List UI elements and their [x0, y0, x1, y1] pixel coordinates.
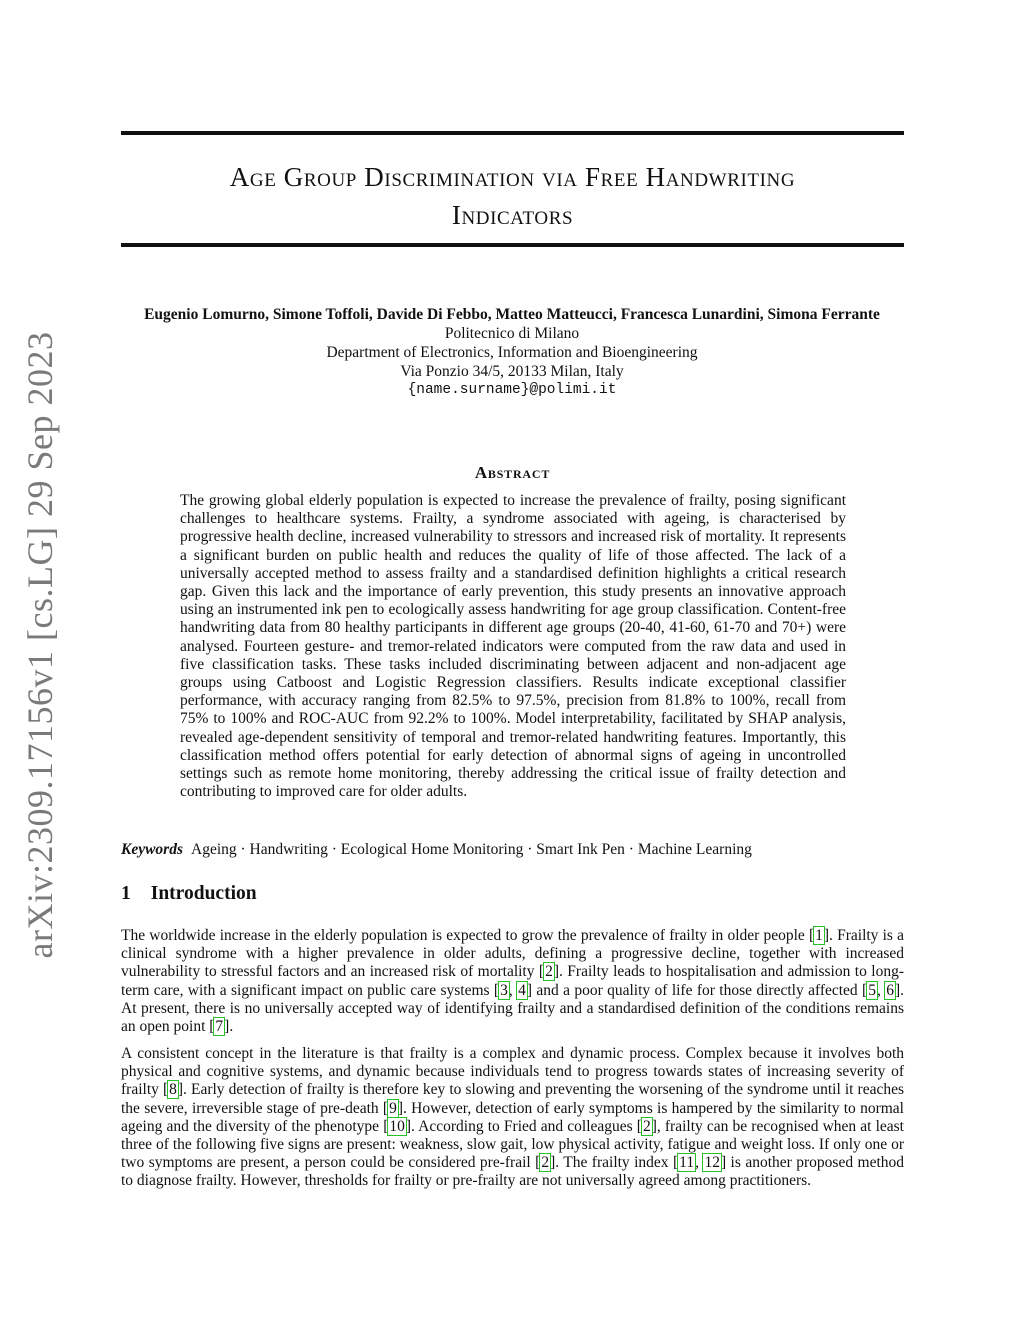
affiliation: Politecnico di Milano — [444, 325, 580, 342]
citation-link[interactable]: 3 — [500, 981, 508, 999]
text-span: , — [695, 1154, 704, 1172]
text-span: ]. The frailty index [ — [550, 1154, 679, 1172]
citation-link[interactable]: 1 — [815, 927, 823, 944]
text-span: ] is another proposed method to diagnose frailty. However, thresholds for frailty or pre-frailty are not universally agreed among practitioners. — [121, 1154, 905, 1190]
text-span: ]. According to Fried and colleagues [ — [405, 1117, 642, 1135]
citation-link[interactable]: 12 — [704, 1154, 720, 1172]
text-span: ], frailty can be recognised when at least three of the following five signs are present: weakness, slow gait, low physical activity, fatigue and weight loss. If only one or two symptoms are present, a person could be considered pre-frail [ — [121, 1117, 904, 1172]
citation-link[interactable]: 8 — [169, 1081, 177, 1099]
arxiv-identifier[interactable]: arXiv:2309.17156v1 [cs.LG] 29 Sep 2023 — [20, 331, 60, 959]
text-span: The worldwide increase in the elderly population is expected to grow the prevalence of frailty in older people [ — [121, 927, 815, 944]
citation-link[interactable]: 2 — [541, 1154, 550, 1172]
author-names: Eugenio Lomurno, Simone Toffoli, Davide Di Febbo, Matteo Matteucci, Francesca Lunardini, Simona Ferrante — [144, 306, 880, 323]
text-span: ]. Frailty leads to hospitalisation and admission to long-term care, with a significant impact on public care systems [ — [121, 963, 904, 999]
paper-title-line-1: Age Group Discrimination via Free Handwriting — [229, 162, 796, 192]
keywords-text: Ageing · Handwriting · Ecological Home Monitoring · Smart Ink Pen · Machine Learning — [191, 841, 752, 858]
citation-link[interactable]: 10 — [389, 1117, 405, 1135]
keywords-label: Keywords — [121, 841, 183, 858]
citation-link[interactable]: 7 — [215, 1018, 224, 1036]
text-span: ]. — [224, 1018, 234, 1036]
email: {name.surname}@polimi.it — [407, 382, 617, 398]
text-span: ]. Early detection of frailty is therefore key to slowing and preventing the worsening of the syndrome until it reaches the severe, irreversible stage of pre-death [ — [121, 1081, 904, 1117]
text-span: ]. At present, there is no universally accepted way of identifying frailty and a standardised definition of the conditions remains an open point [ — [121, 981, 905, 1036]
abstract-heading: Abstract — [474, 463, 551, 482]
text-span: ]. However, detection of early symptoms is hampered by the similarity to normal ageing and the diversity of the phenotype [ — [121, 1099, 904, 1135]
citation-link[interactable]: 2 — [545, 963, 553, 981]
intro-paragraph-1 — [121, 927, 904, 1036]
citation-link[interactable]: 5 — [868, 981, 876, 999]
title-rule-bottom — [121, 243, 904, 247]
department: Department of Electronics, Information and Bioengineering — [326, 344, 698, 361]
abstract-text: The growing global elderly population is expected to increase the prevalence of frailty, posing significant challenges to healthcare systems. Frailty, a syndrome associated with ageing, is characterised by progressive health decline, increased vulnerability to stressors and increased risk of mortality. It represents a significant burden on public health and reduces the quality of life of those affected. The lack of a universally accepted method to assess frailty and a standardised definition highlights a critical research gap. Given this lack and the importance of early prevention, this study presents an innovative approach using an instrumented ink pen to ecologically assess handwriting for age group classification. Content-free handwriting data from 80 healthy participants in different age groups (20-40, 41-60, 61-70 and 70+) were analysed. Fourteen gesture- and tremor-related indicators were computed from the raw data and used in five classification tasks. These tasks included discriminating between adjacent and non-adjacent age groups using Catboost and Logistic Regression classifiers. Results indicate exceptional classifier performance, with accuracy ranging from 82.5% to 97.5%, precision from 81.8% to 100%, recall from 75% to 100% and ROC-AUC from 92.2% to 100%. Model interpretability, facilitated by SHAP analysis, revealed age-dependent sensitivity of temporal and tremor-related handwriting features. Importantly, this classification method offers potential for early detection of abnormal signs of ageing in uncontrolled settings such as remote home monitoring, thereby addressing the critical issue of frailty detection and contributing to improved care for older adults. — [180, 492, 846, 801]
text-span: , — [876, 981, 886, 999]
citation-link[interactable]: 4 — [518, 981, 526, 999]
author-block — [100, 305, 924, 400]
address: Via Ponzio 34/5, 20133 Milan, Italy — [400, 363, 624, 380]
text-span: ] and a poor quality of life for those directly affected [ — [526, 981, 868, 999]
citation-link[interactable]: 2 — [642, 1117, 651, 1135]
paper-title-line-2: Indicators — [451, 200, 574, 230]
title-rule-top — [121, 131, 904, 135]
section-heading — [121, 883, 257, 905]
text-span: A consistent concept in the literature is that frailty is a complex and dynamic process. Complex because it involves both physical and cognitive systems, and dynamic because individuals tend to progress towards states of increasing severity of frailty [ — [121, 1045, 904, 1099]
intro-paragraph-2 — [121, 1045, 904, 1191]
section-number: 1 — [121, 883, 131, 904]
keywords-line — [121, 840, 904, 859]
section-title: Introduction — [150, 883, 257, 904]
paper-title — [121, 158, 904, 234]
citation-link[interactable]: 9 — [389, 1099, 397, 1117]
text-span: ]. Frailty is a clinical syndrome with a higher prevalence in older adults, defining a progressive decline, together with increased vulnerability to stressful factors and an increased risk of mortality [ — [121, 927, 904, 981]
text-span: , — [508, 981, 518, 999]
citation-link[interactable]: 6 — [886, 981, 894, 999]
citation-link[interactable]: 11 — [679, 1154, 695, 1172]
